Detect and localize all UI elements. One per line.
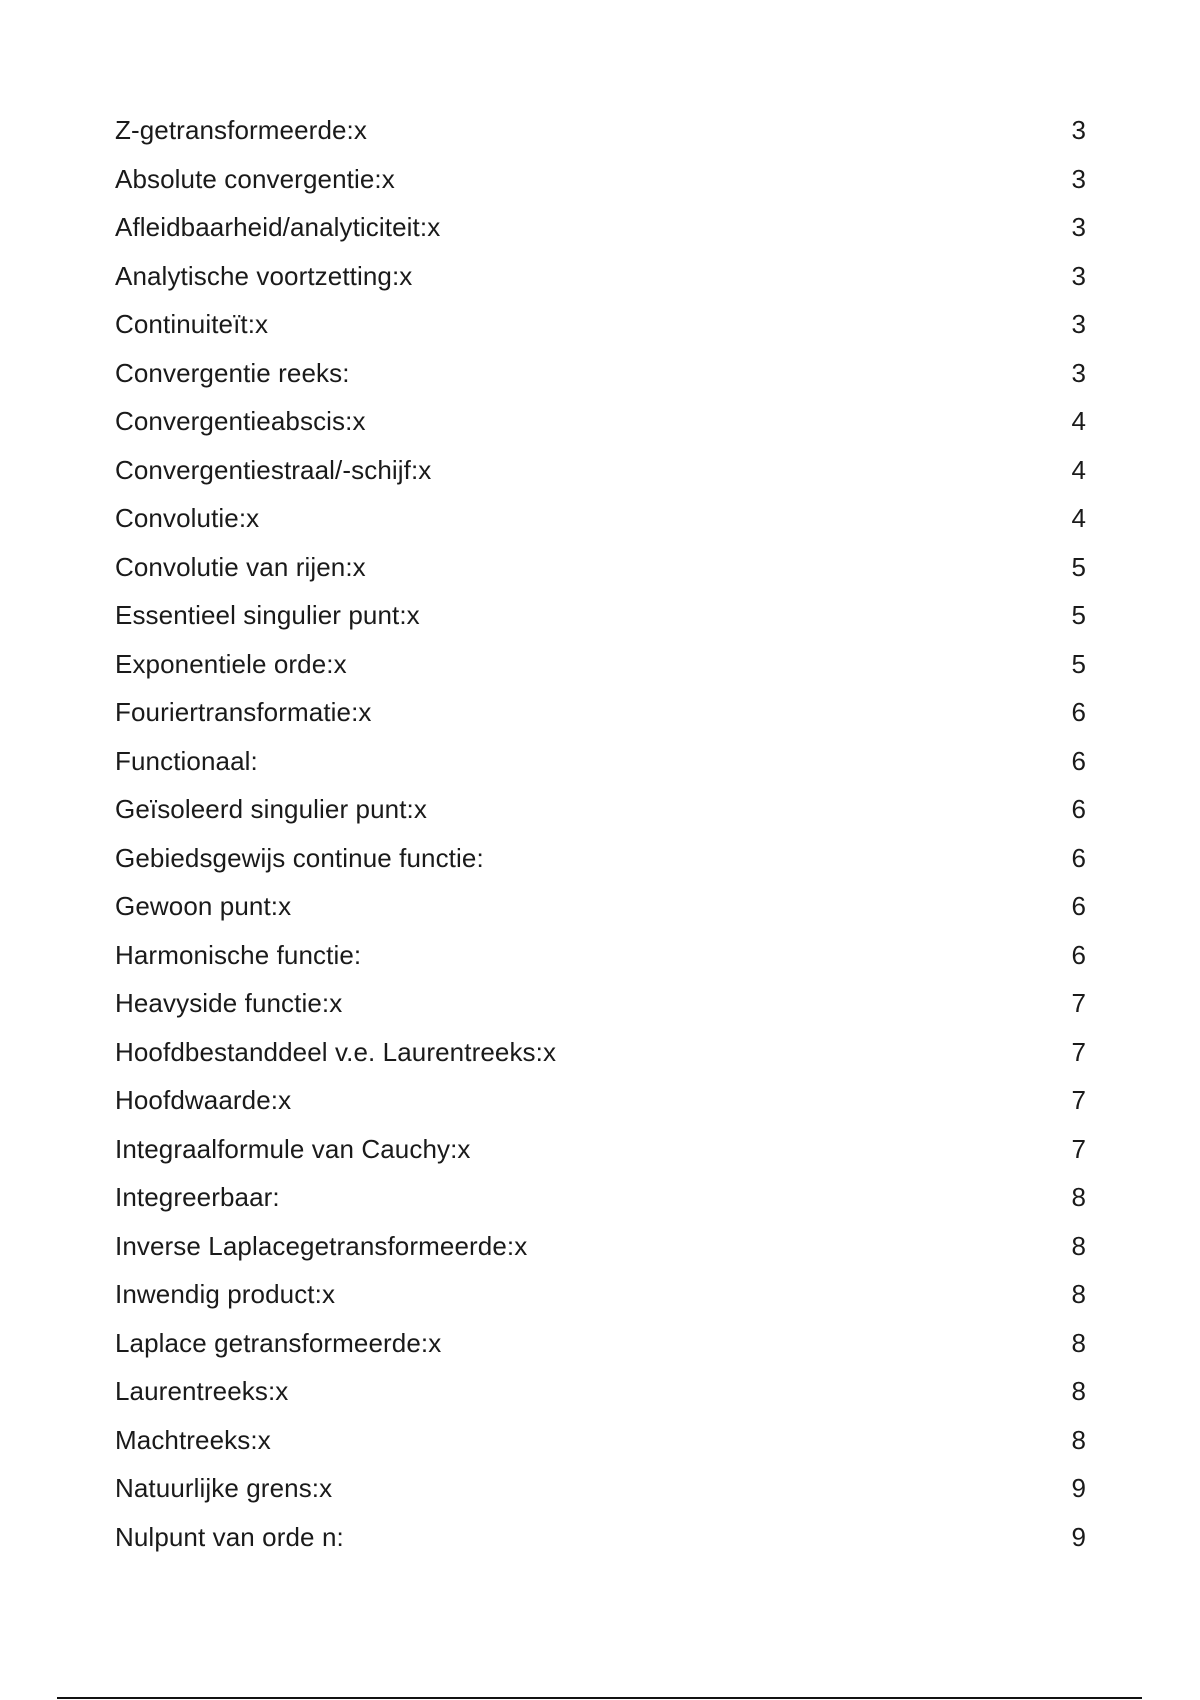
toc-entry-page: 6	[1071, 794, 1086, 824]
toc-entry-label: Continuiteït:x	[115, 309, 269, 339]
toc-entry-page: 7	[1071, 988, 1086, 1018]
toc-entry-page: 3	[1071, 309, 1086, 339]
toc-entry[interactable]	[115, 591, 1086, 640]
toc-entry[interactable]	[115, 543, 1086, 592]
toc-entry-label: Gebiedsgewijs continue functie:	[115, 842, 484, 873]
toc-entry-page: 3	[1071, 357, 1086, 388]
toc-entry[interactable]	[115, 1270, 1086, 1319]
toc-entry-label: Harmonische functie:	[115, 939, 362, 970]
toc-entry-page: 6	[1071, 697, 1086, 727]
toc-entry[interactable]	[115, 834, 1086, 883]
toc-entry-page: 7	[1071, 1133, 1086, 1164]
toc-entry-page: 3	[1071, 260, 1086, 291]
toc-entry[interactable]	[115, 106, 1086, 155]
toc-entry-page: 5	[1071, 600, 1086, 630]
toc-entry[interactable]	[115, 737, 1086, 786]
toc-entry[interactable]	[115, 1319, 1086, 1368]
toc-entry-label: Exponentiele orde:x	[115, 648, 347, 679]
toc-entry-label: Machtreeks:x	[115, 1424, 271, 1455]
toc-entry[interactable]	[115, 155, 1086, 204]
toc-entry-label: Afleidbaarheid/analyticiteit:x	[115, 212, 441, 242]
toc-entry[interactable]	[115, 397, 1086, 446]
toc-entry-page: 3	[1071, 163, 1086, 194]
toc-entry-label: Z-getransformeerde:x	[115, 115, 367, 145]
toc-entry-page: 8	[1071, 1182, 1086, 1212]
toc-entry-page: 3	[1071, 212, 1086, 242]
toc-entry-page: 6	[1071, 745, 1086, 776]
toc-entry[interactable]	[115, 1173, 1086, 1222]
toc-entry-label: Integraalformule van Cauchy:x	[115, 1133, 471, 1164]
toc-entry-page: 6	[1071, 842, 1086, 873]
toc-entry[interactable]	[115, 1464, 1086, 1513]
toc-entry-page: 7	[1071, 1085, 1086, 1115]
toc-entry[interactable]	[115, 1416, 1086, 1465]
toc-entry-label: Inverse Laplacegetransformeerde:x	[115, 1230, 528, 1261]
toc-entry-page: 4	[1071, 503, 1086, 533]
toc-entry-page: 9	[1071, 1521, 1086, 1552]
toc-entry[interactable]	[115, 688, 1086, 737]
toc-entry[interactable]	[115, 785, 1086, 834]
toc-entry-page: 5	[1071, 551, 1086, 582]
toc-entry[interactable]	[115, 252, 1086, 301]
toc-entry-page: 6	[1071, 891, 1086, 921]
toc-entry-label: Heavyside functie:x	[115, 988, 343, 1018]
toc-entry[interactable]	[115, 1367, 1086, 1416]
toc-entry[interactable]	[115, 931, 1086, 980]
toc-entry-label: Hoofdwaarde:x	[115, 1085, 292, 1115]
toc-entry[interactable]	[115, 1222, 1086, 1271]
toc-entry-label: Natuurlijke grens:x	[115, 1473, 333, 1503]
toc-entry-label: Integreerbaar:	[115, 1182, 280, 1212]
toc-entry-page: 8	[1071, 1424, 1086, 1455]
toc-entry-page: 4	[1071, 454, 1086, 485]
footer-divider	[57, 1697, 1142, 1699]
toc-entry[interactable]	[115, 640, 1086, 689]
toc-entry[interactable]	[115, 1028, 1086, 1077]
toc-entry-label: Laurentreeks:x	[115, 1376, 289, 1406]
toc-entry[interactable]	[115, 446, 1086, 495]
toc-entry-label: Convolutie:x	[115, 503, 260, 533]
toc-entry[interactable]	[115, 203, 1086, 252]
toc-entry[interactable]	[115, 882, 1086, 931]
toc-entry-label: Convergentiestraal/-schijf:x	[115, 454, 432, 485]
toc-entry-page: 8	[1071, 1327, 1086, 1358]
toc-entry[interactable]	[115, 349, 1086, 398]
toc-entry[interactable]	[115, 494, 1086, 543]
toc-entry-label: Convergentieabscis:x	[115, 406, 366, 436]
toc-entry-label: Essentieel singulier punt:x	[115, 600, 420, 630]
toc-entry-page: 3	[1071, 115, 1086, 145]
toc-entry[interactable]	[115, 979, 1086, 1028]
toc-entry[interactable]	[115, 1125, 1086, 1174]
toc-entry-page: 9	[1071, 1473, 1086, 1503]
toc-entry-label: Laplace getransformeerde:x	[115, 1327, 442, 1358]
toc-entry-label: Inwendig product:x	[115, 1279, 336, 1309]
toc-entry-page: 5	[1071, 648, 1086, 679]
toc-entry-label: Fouriertransformatie:x	[115, 697, 372, 727]
toc-entry[interactable]	[115, 1513, 1086, 1562]
toc-entry-label: Hoofdbestanddeel v.e. Laurentreeks:x	[115, 1036, 557, 1067]
toc-entry-page: 6	[1071, 939, 1086, 970]
toc-entry-label: Analytische voortzetting:x	[115, 260, 413, 291]
toc-entry-label: Gewoon punt:x	[115, 891, 292, 921]
toc-entry-label: Geïsoleerd singulier punt:x	[115, 794, 427, 824]
toc-entry-page: 4	[1071, 406, 1086, 436]
toc-entry-page: 8	[1071, 1279, 1086, 1309]
toc-entry-label: Nulpunt van orde n:	[115, 1521, 344, 1552]
table-of-contents	[115, 106, 1086, 1561]
toc-entry-label: Convolutie van rijen:x	[115, 551, 366, 582]
toc-entry-label: Absolute convergentie:x	[115, 163, 395, 194]
toc-entry-label: Convergentie reeks:	[115, 357, 350, 388]
toc-entry-page: 8	[1071, 1230, 1086, 1261]
toc-entry[interactable]	[115, 1076, 1086, 1125]
toc-entry[interactable]	[115, 300, 1086, 349]
toc-entry-page: 7	[1071, 1036, 1086, 1067]
toc-entry-page: 8	[1071, 1376, 1086, 1406]
toc-entry-label: Functionaal:	[115, 745, 258, 776]
